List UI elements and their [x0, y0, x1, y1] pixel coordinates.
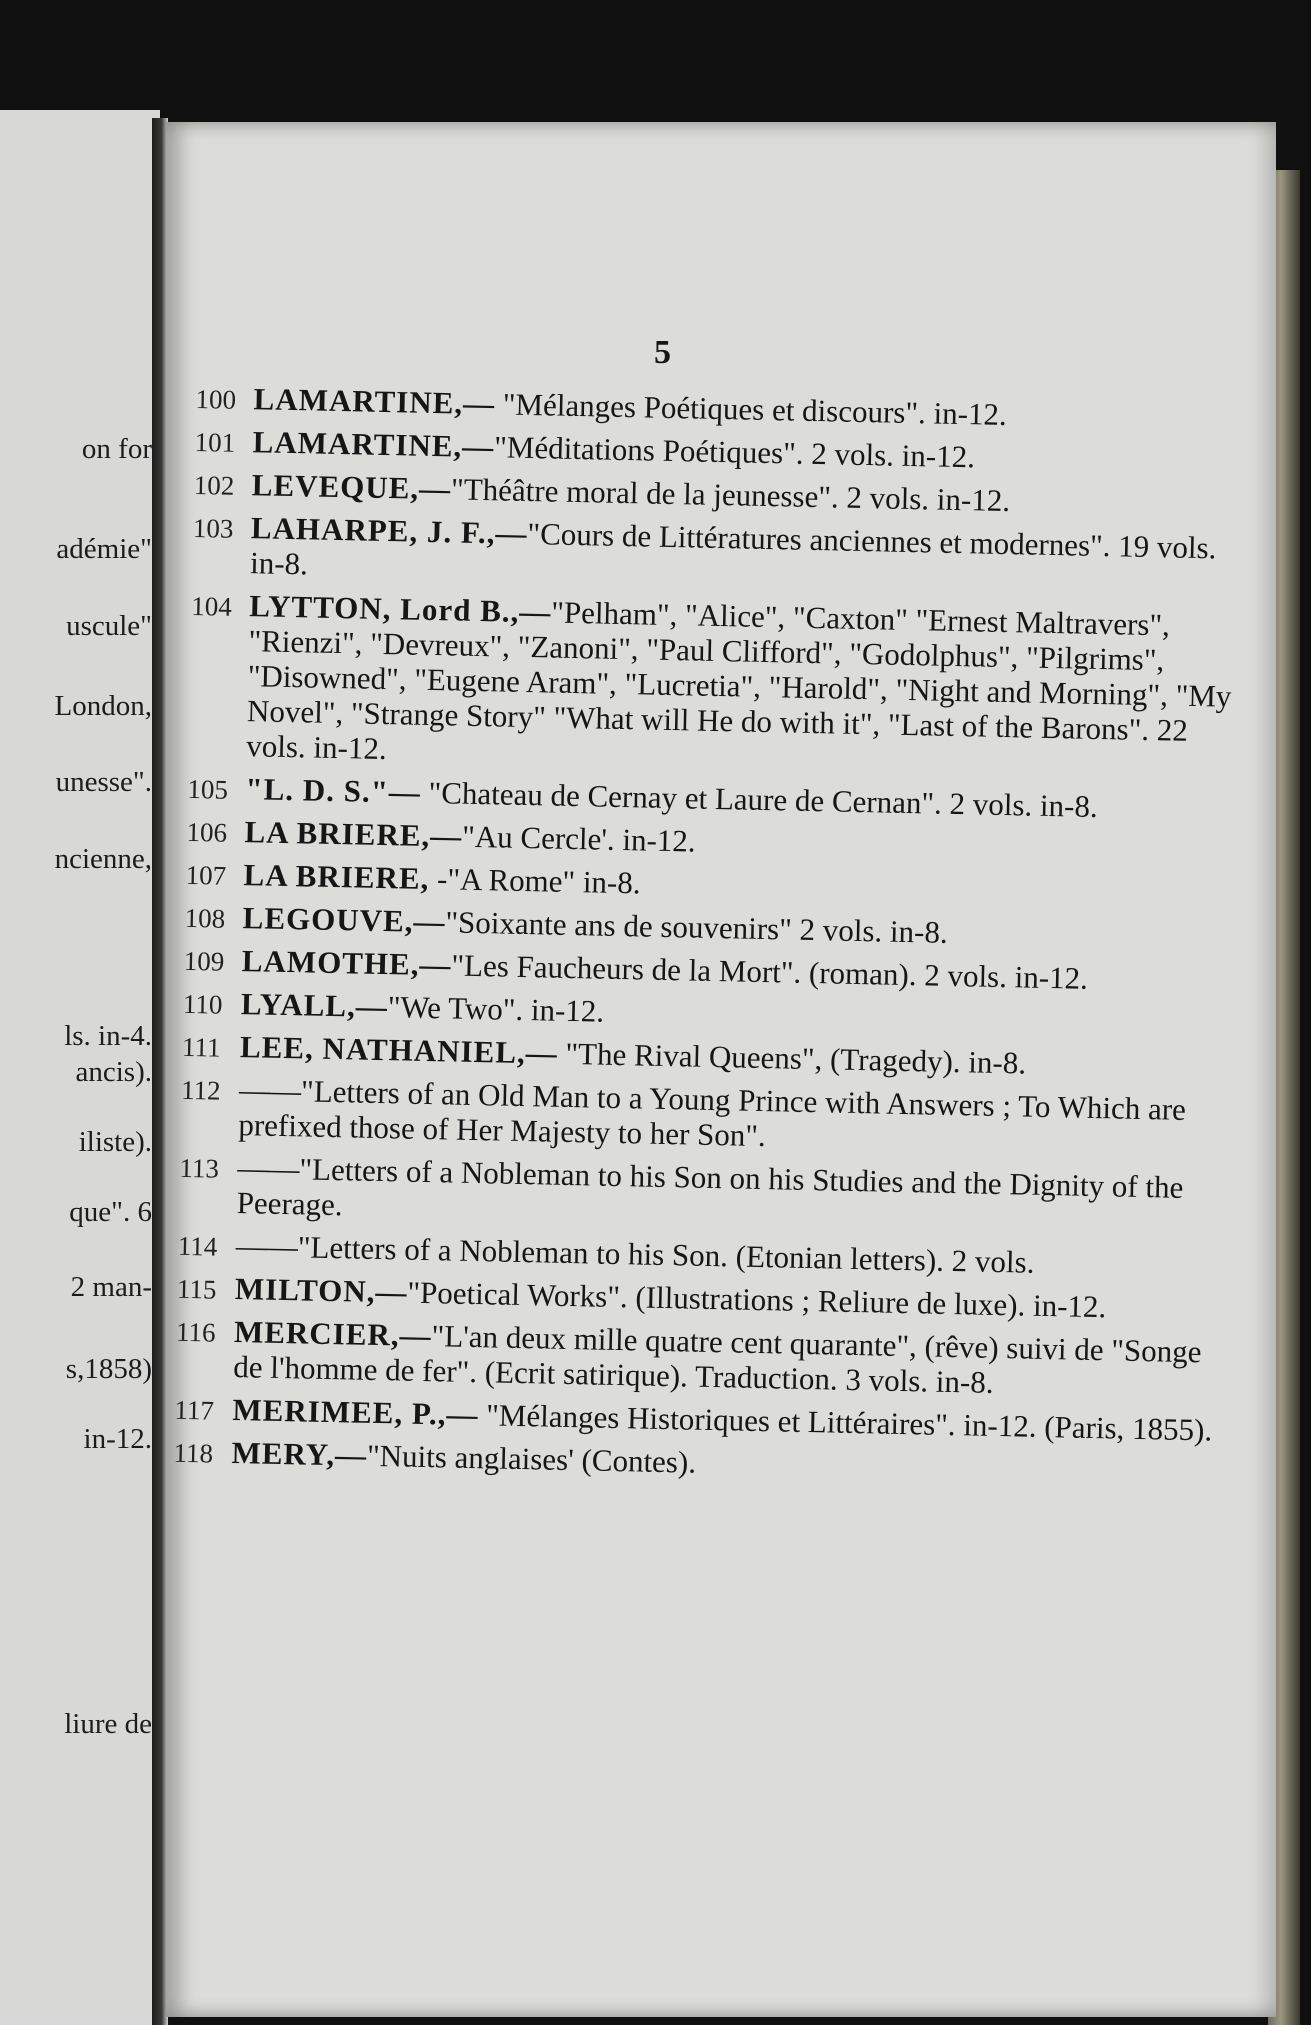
left-page-line: ncienne,	[54, 843, 152, 875]
entry-author: "L. D. S."—	[245, 771, 422, 810]
catalog-entry	[175, 1313, 1236, 1405]
entry-description: ——"Letters of an Old Man to a Young Prince with Answers ; To Which are prefixed those of Her Majesty to her Son".	[238, 1072, 1187, 1154]
entry-author: LA BRIERE,—	[244, 814, 463, 854]
catalog-entry-list	[173, 380, 1256, 1499]
left-page-line: liure de	[64, 1708, 152, 1740]
entry-author: LEGOUVE,—	[242, 900, 446, 940]
entry-number: 110	[182, 988, 223, 1020]
entry-description: "Poetical Works". (Illustrations ; Reliure de luxe). in-12.	[407, 1274, 1107, 1325]
left-page-line: on for	[81, 433, 152, 465]
entry-description: "We Two". in-12.	[387, 989, 605, 1029]
entry-number: 105	[187, 773, 229, 805]
entry-number: 101	[194, 426, 236, 458]
entry-author: LAMOTHE,—	[241, 943, 452, 983]
catalog-entry	[188, 587, 1251, 784]
entry-number: 109	[183, 945, 225, 977]
left-page-line: iliste).	[78, 1126, 152, 1158]
left-page-line: ancis).	[75, 1056, 152, 1088]
catalog-entry	[192, 509, 1253, 601]
entry-description: ——"Letters of a Nobleman to his Son. (Etonian letters). 2 vols.	[235, 1228, 1035, 1280]
entry-number: 115	[176, 1273, 217, 1305]
entry-description: "Pelham", "Alice", "Caxton" "Ernest Maltravers", "Rienzi", "Devreux", "Zanoni", "Paul Clifford", "Godolphus", "Pilgrims", "Disowned", "Eugene Aram", "Lucretia", "Harold", "Night and Morning", "My Novel", "Strange Story" "What will He do with it", "Last of the Barons". 22 vols. in-12.	[245, 594, 1232, 767]
entry-description: -"A Rome" in-8.	[428, 861, 641, 901]
entry-number: 102	[193, 469, 235, 501]
catalog-entry	[180, 1071, 1241, 1163]
left-page-line: unesse".	[55, 766, 152, 798]
entry-author: MERCIER,—	[233, 1314, 432, 1354]
left-page-line: uscule"	[66, 610, 152, 642]
entry-description: "The Rival Queens", (Tragedy). in-8.	[557, 1035, 1027, 1081]
entry-number: 112	[180, 1074, 221, 1106]
entry-description: "L'an deux mille quatre cent quarante", (rêve) suivi de "Songe de l'homme de fer". (Ecrit satirique). Traduction. 3 vols. in-8.	[232, 1318, 1202, 1400]
entry-description: "Mélanges Poétiques et discours". in-12.	[494, 386, 1008, 432]
left-page-line: London,	[54, 690, 152, 722]
entry-description: "Les Faucheurs de la Mort". (roman). 2 vols. in-12.	[451, 947, 1089, 996]
entry-author: LA BRIERE,	[243, 857, 430, 896]
entry-number: 113	[179, 1152, 220, 1184]
entry-description: "Méditations Poétiques". 2 vols. in-12.	[493, 429, 976, 475]
entry-number: 118	[173, 1437, 214, 1469]
entry-author: LYALL,—	[240, 986, 389, 1025]
entry-description: "Cours de Littératures anciennes et modernes". 19 vols. in-8.	[249, 515, 1217, 582]
left-page-line: ls. in-4.	[64, 1020, 152, 1052]
entry-number: 117	[174, 1394, 215, 1426]
entry-number: 106	[186, 816, 228, 848]
entry-author: LEE, NATHANIEL,—	[239, 1029, 559, 1071]
catalog-entry	[178, 1149, 1239, 1241]
catalog-page	[166, 122, 1276, 2017]
entry-number: 107	[185, 859, 227, 891]
entry-author: LAMARTINE,—	[252, 424, 495, 465]
entry-description: "Nuits anglaises' (Contes).	[366, 1437, 697, 1480]
entry-author: LYTTON, Lord B.,—	[248, 588, 552, 630]
entry-author: MERIMEE, P.,—	[232, 1391, 479, 1433]
entry-author: MERY,—	[231, 1434, 368, 1473]
entry-author: LAHARPE, J. F.,—	[250, 510, 528, 551]
entry-description: "Soixante ans de souvenirs" 2 vols. in-8.	[445, 904, 949, 950]
left-page-line: 2 man-	[70, 1271, 152, 1303]
facing-page-left	[0, 110, 160, 2025]
left-page-line: in-12.	[83, 1423, 152, 1455]
entry-description: "Mélanges Historiques et Littéraires". in-12. (Paris, 1855).	[478, 1397, 1213, 1448]
page-number: 5	[654, 334, 671, 371]
entry-number: 111	[181, 1031, 221, 1063]
left-page-line: s,1858)	[65, 1353, 152, 1385]
entry-number: 114	[177, 1230, 218, 1262]
entry-number: 104	[190, 590, 233, 622]
entry-number: 116	[175, 1316, 216, 1348]
entry-number: 100	[195, 383, 237, 415]
entry-author: MILTON,—	[234, 1271, 408, 1310]
entry-description: "Au Cercle'. in-12.	[461, 818, 697, 859]
entry-number: 103	[192, 512, 234, 544]
left-page-line: adémie"	[56, 533, 152, 565]
entry-description: "Théâtre moral de la jeunesse". 2 vols. in-12.	[450, 471, 1011, 519]
entry-author: LAMARTINE,—	[253, 381, 496, 422]
entry-description: "Chateau de Cernay et Laure de Cernan". 2 vols. in-8.	[420, 774, 1099, 824]
entry-description: ——"Letters of a Nobleman to his Son on his Studies and the Dignity of the Peerage.	[236, 1150, 1184, 1223]
entry-number: 108	[184, 902, 226, 934]
entry-author: LEVEQUE,—	[251, 467, 452, 507]
left-page-line: que". 6	[69, 1196, 152, 1228]
